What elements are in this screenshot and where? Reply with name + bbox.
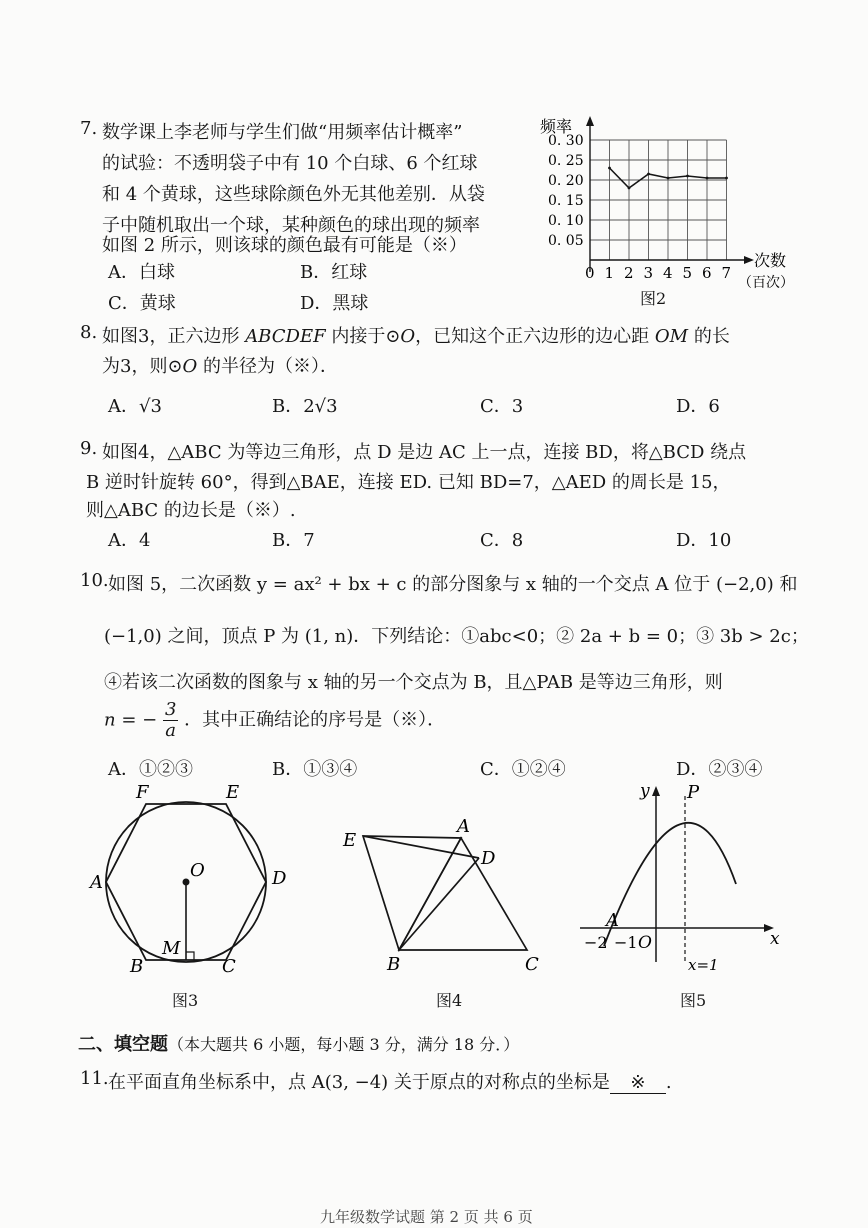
q10-frac-den: a	[165, 720, 177, 741]
fig2-data-point	[647, 173, 650, 176]
fig2-ytick-label: 0. 10	[548, 213, 584, 229]
fig2-xtick-label: 7	[721, 264, 732, 282]
q8-circle-o-2: O	[182, 356, 198, 377]
q7-option-d: D．黑球	[300, 293, 369, 314]
fig5-label-minus2: −2	[584, 933, 608, 952]
fig3-label-d: D	[272, 868, 287, 889]
q10-number: 10.	[80, 570, 109, 591]
q7-option-c: C．黄球	[108, 293, 176, 314]
q8-text-e: 为3，则⊙	[102, 356, 183, 377]
fig5-caption: 图5	[680, 991, 707, 1010]
section-2-note: （本大题共 6 小题，每小题 3 分，满分 18 分．）	[168, 1035, 520, 1054]
fig3-label-o: O	[190, 860, 205, 881]
fig2-data-point	[608, 167, 611, 170]
q7-line-1: 数学课上李老师与学生们做“用频率估计概率”	[102, 122, 463, 143]
q10-option-c: C．①②④	[480, 759, 566, 780]
q11-number: 11.	[80, 1068, 109, 1089]
fig3-label-a: A	[90, 872, 103, 893]
fig2-xtick-label: 0	[585, 264, 595, 282]
q8-text-b: 内接于⊙	[325, 326, 401, 347]
fig5-label-minus1: −1	[614, 933, 638, 952]
fig2-xlabel: 次数	[754, 251, 787, 270]
q11-end: .	[665, 1072, 672, 1093]
q10-option-d: D．②③④	[676, 759, 763, 780]
q8-om: OM	[654, 326, 689, 347]
fig2-axes	[586, 116, 754, 272]
fig3-label-m: M	[162, 938, 181, 959]
fig3-label-b: B	[130, 956, 144, 977]
q9-option-a: A．4	[108, 530, 151, 551]
q8-hexagon-name: ABCDEF	[245, 326, 326, 347]
fig2-ylabel: 频率	[540, 117, 573, 136]
fig5-label-x1: x=1	[688, 956, 719, 974]
q8-text-a: 如图3，正六边形	[102, 326, 246, 347]
q10-line-2: (−1,0) 之间，顶点 P 为 (1, n)．下列结论：①abc<0；② 2a + b = 0；③ 3b > 2c；	[104, 626, 809, 647]
fig2-data-point	[686, 175, 689, 178]
section-2-title: 二、填空题	[78, 1034, 168, 1055]
q10-line-1: 如图 5，二次函数 y = ax² + bx + c 的部分图象与 x 轴的一个交点 A 位于 (−2,0) 和	[108, 574, 798, 595]
fig5-diagram	[574, 776, 794, 976]
q7-option-a: A．白球	[108, 262, 175, 283]
fig2-xtick-label: 4	[663, 264, 673, 282]
q11-text: 在平面直角坐标系中，点 A(3, −4) 关于原点的对称点的坐标是	[108, 1072, 610, 1093]
q7-line-4: 子中随机取出一个球，某种颜色的球出现的频率	[102, 215, 480, 236]
q8-option-b: B．2√3	[272, 396, 338, 417]
q11-answer-blank: ※	[610, 1072, 666, 1094]
fig3-diagram	[80, 778, 300, 978]
fig4-label-a: A	[457, 816, 470, 837]
q8-text-d: 的长	[688, 326, 730, 347]
q9-option-c: C．8	[480, 530, 524, 551]
q7-number: 7.	[80, 118, 98, 139]
q10-option-a: A．①②③	[108, 759, 193, 780]
fig4-triangle-bae	[363, 836, 461, 950]
q8-line-2	[102, 352, 338, 378]
q8-option-a: A．√3	[108, 396, 162, 417]
q8-number: 8.	[80, 322, 98, 343]
fig2-data-point	[725, 177, 728, 180]
q9-line-1: 如图4，△ABC 为等边三角形，点 D 是边 AC 上一点，连接 BD，将△BCD 绕点	[102, 442, 747, 463]
q9-option-d: D．10	[676, 530, 732, 551]
fig2-data-point	[706, 177, 709, 180]
fig2-xtick-label: 3	[643, 264, 654, 282]
fig2-xtick-label: 5	[682, 264, 693, 282]
fig2-xtick-label: 2	[624, 264, 634, 282]
q10-text-end: ．其中正确结论的序号是（※）．	[184, 709, 446, 731]
fig2-xtick-label: 6	[702, 264, 712, 282]
fig2-xtick-label: 1	[604, 264, 615, 282]
q8-text-c: ，已知这个正六边形的边心距	[415, 326, 655, 347]
q9-number: 9.	[80, 438, 98, 459]
fig4-label-b: B	[387, 954, 401, 975]
q8-line-1	[102, 322, 730, 348]
q7-line-3: 和 4 个黄球，这些球除颜色外无其他差别．从袋	[102, 184, 485, 205]
page-footer: 九年级数学试题 第 2 页 共 6 页	[320, 1208, 533, 1226]
fig2-ytick-label: 0. 30	[548, 133, 584, 149]
fig4-segment-bd	[399, 858, 479, 950]
q8-text-f: 的半径为（※）．	[197, 356, 339, 377]
q9-option-b: B．7	[272, 530, 315, 551]
q10-fraction	[163, 700, 178, 741]
fig2-ytick-label: 0. 25	[548, 153, 584, 169]
fig5-label-p: P	[687, 782, 700, 803]
fig3-label-e: E	[226, 782, 240, 803]
fig4-label-c: C	[525, 954, 539, 975]
fig4-diagram	[335, 808, 555, 1008]
q8-option-d: D．6	[676, 396, 720, 417]
fig2-grid	[590, 140, 727, 260]
fig2-ytick-label: 0. 15	[548, 193, 584, 209]
q8-option-c: C．3	[480, 396, 524, 417]
q11-line	[108, 1068, 672, 1094]
fig2-ytick-label: 0. 05	[548, 233, 584, 249]
q7-line-5: 如图 2 所示，则该球的颜色最有可能是（※）	[102, 235, 467, 256]
fig3-right-angle	[186, 952, 194, 960]
fig4-label-e: E	[343, 830, 357, 851]
fig5-label-a: A	[606, 910, 619, 931]
section-2-heading	[78, 1030, 519, 1056]
fig2-ytick-label: 0. 20	[548, 173, 584, 189]
q7-line-2: 的试验：不透明袋子中有 10 个白球、6 个红球	[102, 153, 478, 174]
fig5-label-x: x	[770, 929, 780, 949]
q9-line-2: B 逆时针旋转 60°，得到△BAE，连接 ED. 已知 BD=7，△AED 的周长是 15，	[86, 472, 731, 493]
q10-frac-num: 3	[164, 699, 177, 720]
fig2-yticks	[548, 133, 584, 249]
fig2-xticks	[585, 264, 731, 282]
q10-n-eq: n = −	[104, 709, 158, 731]
fig4-caption: 图4	[436, 991, 463, 1010]
fig2-data-point	[667, 177, 670, 180]
fig2-chart	[532, 110, 800, 310]
q10-line-3: ④若该二次函数的图象与 x 轴的另一个交点为 B，且△PAB 是等边三角形，则	[104, 672, 723, 693]
q10-option-b: B．①③④	[272, 759, 358, 780]
fig3-label-c: C	[222, 956, 236, 977]
q7-option-b: B．红球	[300, 262, 368, 283]
fig3-caption: 图3	[172, 991, 199, 1010]
q10-line-4	[104, 700, 445, 741]
fig5-label-y: y	[640, 781, 650, 801]
fig2-data-point	[628, 187, 631, 190]
fig2-caption: 图2	[640, 289, 667, 308]
fig5-label-origin: O	[638, 933, 652, 953]
q8-circle-o: O	[400, 326, 416, 347]
q9-line-3: 则△ABC 的边长是（※）.	[86, 500, 296, 521]
fig4-label-d: D	[481, 848, 496, 869]
fig5-y-arrow	[652, 786, 660, 796]
fig3-label-f: F	[136, 782, 149, 803]
fig2-xunit: （百次）	[738, 275, 794, 291]
